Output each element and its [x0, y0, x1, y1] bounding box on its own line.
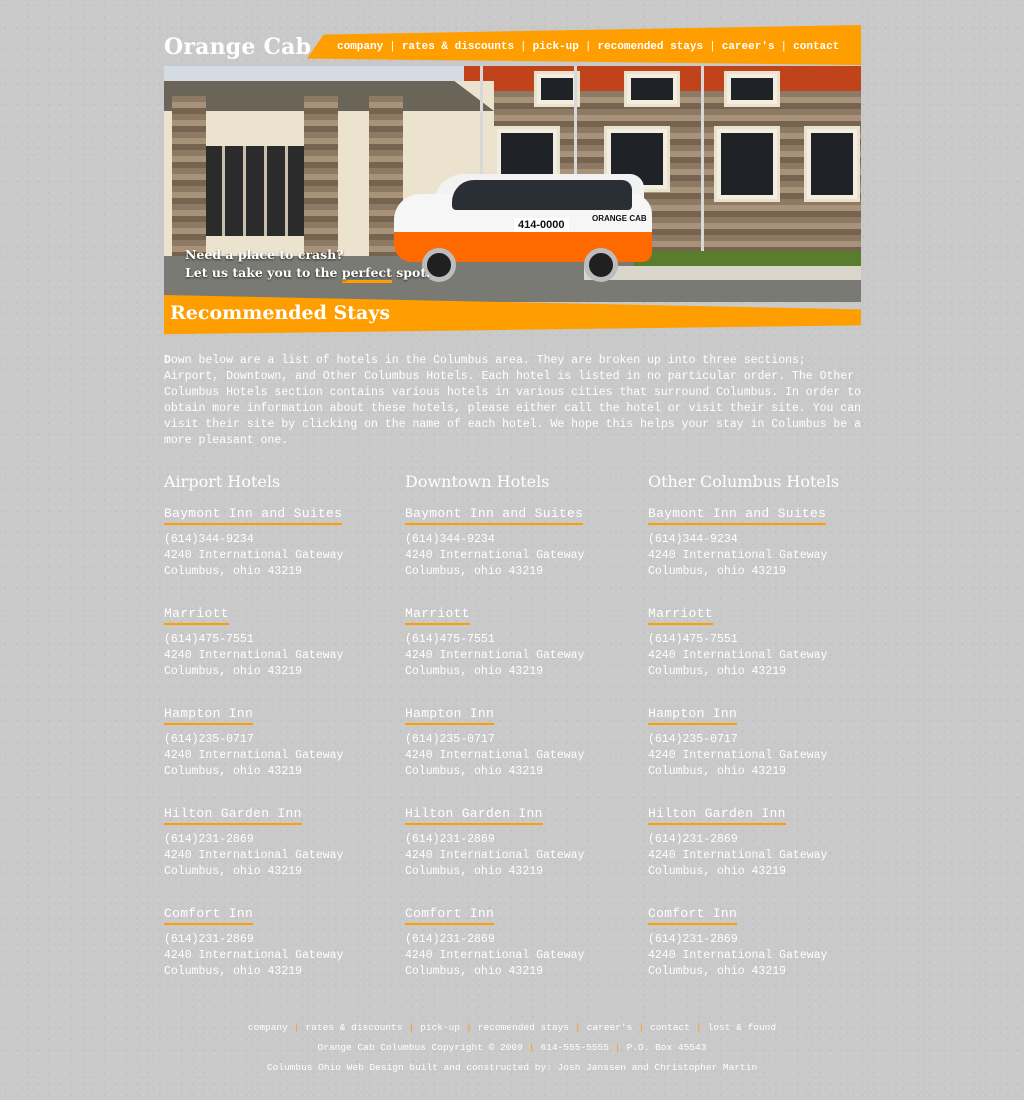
van-brand: ORANGE CAB	[592, 214, 647, 223]
footer-contact	[0, 1038, 1024, 1058]
footer-separator: |	[408, 1022, 415, 1033]
hotel-street: 4240 International Gateway	[405, 649, 585, 662]
hotel-phone: (614)344-9234	[164, 533, 254, 546]
site-logo[interactable]: Orange Cab	[164, 34, 312, 60]
column-heading: Other Columbus Hotels	[648, 472, 840, 491]
intro-drop-letter: D	[164, 354, 171, 367]
hotel-city: Columbus, ohio 43219	[164, 565, 303, 578]
footer-link-company[interactable]: company	[247, 1022, 288, 1033]
hotel-entry	[648, 904, 888, 980]
hotel-name-link[interactable]: Marriott	[648, 606, 713, 625]
hotel-name-link[interactable]: Hampton Inn	[405, 706, 494, 725]
hotel-info	[164, 632, 404, 680]
hero-caption-line2	[185, 264, 430, 282]
hotel-city: Columbus, ohio 43219	[164, 765, 303, 778]
hero-caption	[185, 246, 430, 282]
column-airport-hotels	[164, 470, 394, 978]
footer-separator: |	[614, 1042, 621, 1053]
footer-separator: |	[695, 1022, 702, 1033]
hotel-info	[405, 732, 645, 780]
column-heading: Airport Hotels	[164, 472, 281, 491]
hero-window	[714, 126, 780, 202]
hotel-phone: (614)344-9234	[405, 533, 495, 546]
hotel-street: 4240 International Gateway	[648, 749, 828, 762]
hotel-city: Columbus, ohio 43219	[405, 665, 544, 678]
hotel-name-link[interactable]: Baymont Inn and Suites	[405, 506, 583, 525]
hotel-info	[648, 932, 888, 980]
hotel-info	[164, 532, 404, 580]
hotel-name-link[interactable]: Comfort Inn	[164, 906, 253, 925]
hotel-city: Columbus, ohio 43219	[164, 865, 303, 878]
hero-flagpole	[701, 66, 704, 256]
hotel-info	[648, 832, 888, 880]
nav-company[interactable]: company	[337, 41, 384, 53]
hotel-info	[648, 532, 888, 580]
hotel-phone: (614)235-0717	[164, 733, 254, 746]
hotel-city: Columbus, ohio 43219	[164, 965, 303, 978]
footer-link-recommended-stays[interactable]: recomended stays	[477, 1022, 570, 1033]
hero-caption-line1: Need a place to crash?	[185, 247, 344, 262]
hotel-phone: (614)231-2869	[648, 933, 738, 946]
hotel-name-link[interactable]: Hilton Garden Inn	[405, 806, 543, 825]
hotel-name-link[interactable]: Hampton Inn	[648, 706, 737, 725]
hotel-street: 4240 International Gateway	[164, 849, 344, 862]
hero-entrance-windows	[204, 146, 304, 236]
nav-separator: |	[389, 41, 396, 53]
footer-pobox: P.O. Box 45543	[626, 1042, 707, 1053]
hotel-city: Columbus, ohio 43219	[164, 665, 303, 678]
hero-image	[164, 66, 861, 302]
hotel-entry	[405, 904, 645, 980]
hotel-name-link[interactable]: Hilton Garden Inn	[648, 806, 786, 825]
cab-van	[391, 174, 652, 280]
nav-pick-up[interactable]: pick-up	[532, 41, 579, 53]
hotel-street: 4240 International Gateway	[405, 849, 585, 862]
footer-copyright: Orange Cab Columbus Copyright © 2009	[317, 1042, 523, 1053]
hotel-entry	[405, 804, 645, 880]
hotel-info	[164, 732, 404, 780]
hero-caption-post: spot.	[391, 265, 431, 280]
hotel-info	[164, 832, 404, 880]
hotel-phone: (614)235-0717	[405, 733, 495, 746]
hotel-city: Columbus, ohio 43219	[648, 765, 787, 778]
hotel-phone: (614)475-7551	[648, 633, 738, 646]
main-nav	[337, 41, 839, 53]
hotel-street: 4240 International Gateway	[405, 549, 585, 562]
hotel-street: 4240 International Gateway	[164, 649, 344, 662]
hotel-street: 4240 International Gateway	[405, 949, 585, 962]
hotel-city: Columbus, ohio 43219	[405, 765, 544, 778]
footer-link-contact[interactable]: contact	[650, 1022, 690, 1033]
hotel-entry	[164, 904, 404, 980]
hotel-city: Columbus, ohio 43219	[405, 965, 544, 978]
hotel-name-link[interactable]: Hampton Inn	[164, 706, 253, 725]
nav-contact[interactable]: contact	[793, 41, 840, 53]
hotel-name-link[interactable]: Hilton Garden Inn	[164, 806, 302, 825]
hotel-phone: (614)344-9234	[648, 533, 738, 546]
hotel-info	[648, 632, 888, 680]
hotel-city: Columbus, ohio 43219	[648, 665, 787, 678]
hotel-phone: (614)231-2869	[405, 933, 495, 946]
hotel-entry	[648, 504, 888, 580]
hotel-name-link[interactable]: Marriott	[164, 606, 229, 625]
hotel-entry	[405, 504, 645, 580]
hotel-street: 4240 International Gateway	[648, 649, 828, 662]
column-other-columbus-hotels	[648, 470, 878, 978]
van-wheel-rear	[584, 248, 618, 282]
hotel-phone: (614)235-0717	[648, 733, 738, 746]
hotel-street: 4240 International Gateway	[648, 949, 828, 962]
hotel-entry	[648, 804, 888, 880]
van-number: 414-0000	[514, 218, 569, 232]
footer-link-pick-up[interactable]: pick-up	[420, 1022, 461, 1033]
hotel-city: Columbus, ohio 43219	[648, 565, 787, 578]
hotel-street: 4240 International Gateway	[405, 749, 585, 762]
intro-text: own below are a list of hotels in the Columbus area. They are broken up into three sections; Airport, Downtown, and Other Columbus Hotels. Each hotel is listed in no particular order. The Other Columbus Hotels section contains various hotels in various cities that surround Columbus. In order to obtain more information about these hotels, please either call the hotel or visit their site. You can visit their site by clicking on the name of each hotel. We hope this helps your stay in Columbus be a more pleasant one.	[164, 354, 862, 447]
hotel-entry	[648, 604, 888, 680]
hotel-phone: (614)475-7551	[405, 633, 495, 646]
hotel-info	[164, 932, 404, 980]
hotel-phone: (614)231-2869	[164, 833, 254, 846]
hero-caption-pre: Let us take you to the	[185, 265, 342, 280]
hotel-entry	[405, 704, 645, 780]
footer-separator: |	[575, 1022, 581, 1033]
hotel-city: Columbus, ohio 43219	[405, 565, 544, 578]
hotel-street: 4240 International Gateway	[164, 749, 344, 762]
nav-separator: |	[584, 41, 592, 53]
hotel-street: 4240 International Gateway	[648, 549, 828, 562]
hotel-info	[648, 732, 888, 780]
footer-link-lost-found[interactable]: lost & found	[707, 1022, 777, 1033]
intro-paragraph	[164, 353, 861, 449]
hotel-phone: (614)231-2869	[405, 833, 495, 846]
hotel-street: 4240 International Gateway	[164, 949, 344, 962]
hotel-name-link[interactable]: Comfort Inn	[405, 906, 494, 925]
section-title: Recommended Stays	[170, 302, 391, 324]
hotel-entry	[164, 504, 404, 580]
hero-window	[624, 71, 680, 107]
footer-separator: |	[638, 1022, 645, 1033]
hotel-entry	[405, 604, 645, 680]
hotel-entry	[164, 604, 404, 680]
footer-link-rates-discounts[interactable]: rates & discounts	[305, 1022, 403, 1033]
hotel-phone: (614)475-7551	[164, 633, 254, 646]
nav-rates-discounts[interactable]: rates & discounts	[401, 41, 515, 53]
hotel-phone: (614)231-2869	[648, 833, 738, 846]
hero-caption-highlight: perfect	[342, 265, 392, 283]
footer-separator: |	[466, 1022, 472, 1033]
nav-careers[interactable]: career's	[721, 41, 775, 53]
hotel-info	[405, 632, 645, 680]
footer-separator: |	[528, 1042, 535, 1053]
footer-credit: Columbus Ohio Web Design built and constructed by: Josh Janssen and Christopher Martin	[266, 1062, 758, 1073]
column-downtown-hotels	[405, 470, 635, 978]
hotel-info	[405, 932, 645, 980]
footer-separator: |	[293, 1022, 300, 1033]
hotel-phone: (614)231-2869	[164, 933, 254, 946]
hotel-entry	[164, 704, 404, 780]
column-heading: Downtown Hotels	[405, 472, 550, 491]
hotel-name-link[interactable]: Baymont Inn and Suites	[648, 506, 826, 525]
hotel-name-link[interactable]: Marriott	[405, 606, 470, 625]
hotel-name-link[interactable]: Comfort Inn	[648, 906, 737, 925]
hero-window	[804, 126, 860, 202]
hero-window	[724, 71, 780, 107]
van-windows	[452, 180, 632, 210]
footer-nav	[0, 1018, 1024, 1038]
nav-separator: |	[780, 41, 788, 53]
hotel-city: Columbus, ohio 43219	[648, 865, 787, 878]
hotel-street: 4240 International Gateway	[648, 849, 828, 862]
nav-separator: |	[520, 41, 527, 53]
hotel-entry	[648, 704, 888, 780]
footer	[0, 1018, 1024, 1078]
hotel-name-link[interactable]: Baymont Inn and Suites	[164, 506, 342, 525]
footer-phone: 614-555-5555	[540, 1042, 609, 1053]
footer-link-careers[interactable]: career's	[586, 1022, 633, 1033]
hotel-entry	[164, 804, 404, 880]
nav-separator: |	[709, 41, 716, 53]
hotel-info	[405, 832, 645, 880]
nav-recommended-stays[interactable]: recomended stays	[597, 41, 704, 53]
hotel-city: Columbus, ohio 43219	[648, 965, 787, 978]
hotel-info	[405, 532, 645, 580]
hotel-city: Columbus, ohio 43219	[405, 865, 544, 878]
hotel-street: 4240 International Gateway	[164, 549, 344, 562]
